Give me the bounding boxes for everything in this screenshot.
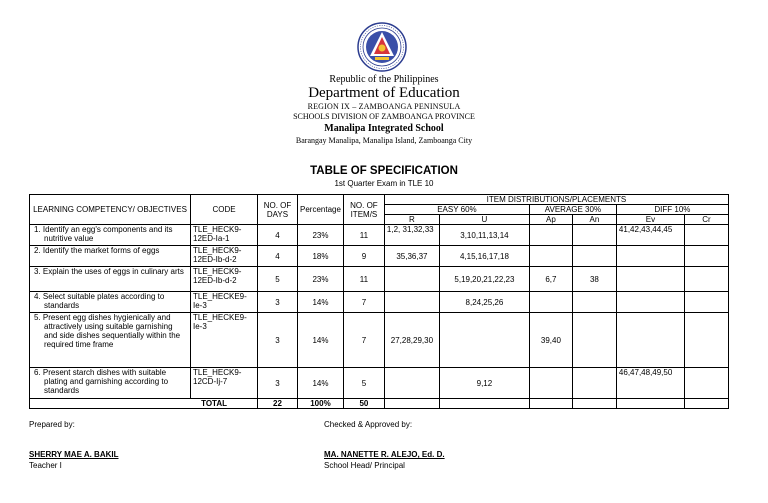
- items-cell: 9: [343, 246, 384, 267]
- total-row: [30, 399, 729, 409]
- prepared-by-label: Prepared by:: [29, 420, 75, 429]
- cr-cell: [684, 292, 728, 313]
- items-cell: 11: [343, 225, 384, 246]
- days-cell: 3: [258, 313, 298, 368]
- ap-cell: [529, 368, 572, 399]
- header-ap: Ap: [529, 215, 572, 225]
- approver-title: School Head/ Principal: [324, 461, 405, 470]
- total-label: TOTAL: [30, 399, 258, 409]
- cr-cell: [684, 368, 728, 399]
- code-cell: TLE_HECK9-12ED-Ia-1: [191, 225, 258, 246]
- an-cell: [572, 246, 616, 267]
- ev-cell: [616, 267, 684, 292]
- cr-cell: [684, 246, 728, 267]
- cr-cell: [684, 267, 728, 292]
- percentage-cell: 14%: [298, 313, 344, 368]
- header-percentage: Percentage: [298, 195, 344, 225]
- ev-cell: [616, 246, 684, 267]
- percentage-cell: 14%: [298, 368, 344, 399]
- days-cell: 3: [258, 368, 298, 399]
- header-average: AVERAGE 30%: [529, 205, 616, 215]
- header-distribution: ITEM DISTRIBUTIONS/PLACEMENTS: [384, 195, 728, 205]
- total-days: 22: [258, 399, 298, 409]
- ev-cell: [616, 292, 684, 313]
- items-cell: 7: [343, 313, 384, 368]
- r-cell: 1,2, 31,32,33: [384, 225, 439, 246]
- days-cell: 4: [258, 246, 298, 267]
- approver-name: MA. NANETTE R. ALEJO, Ed. D.: [324, 450, 445, 459]
- cr-cell: [684, 225, 728, 246]
- percentage-cell: 18%: [298, 246, 344, 267]
- items-cell: 5: [343, 368, 384, 399]
- u-cell: 8,24,25,26: [439, 292, 529, 313]
- total-r: [384, 399, 439, 409]
- header-ev: Ev: [616, 215, 684, 225]
- total-percentage: 100%: [298, 399, 344, 409]
- specification-table: [29, 194, 729, 409]
- items-cell: 7: [343, 292, 384, 313]
- an-cell: 38: [572, 267, 616, 292]
- code-cell: TLE_HECKE9-Ie-3: [191, 292, 258, 313]
- u-cell: [439, 313, 529, 368]
- ev-cell: 46,47,48,49,50: [616, 368, 684, 399]
- checked-by-label: Checked & Approved by:: [324, 420, 413, 429]
- table-row: [30, 368, 729, 399]
- an-cell: [572, 313, 616, 368]
- total-an: [572, 399, 616, 409]
- an-cell: [572, 225, 616, 246]
- header-department: Department of Education: [308, 85, 460, 101]
- total-u: [439, 399, 529, 409]
- ev-cell: 41,42,43,44,45: [616, 225, 684, 246]
- table-row: [30, 267, 729, 292]
- r-cell: 35,36,37: [384, 246, 439, 267]
- an-cell: [572, 368, 616, 399]
- code-cell: TLE_HECK9-12ED-Ib-d-2: [191, 267, 258, 292]
- r-cell: [384, 368, 439, 399]
- header-days: NO. OF DAYS: [258, 195, 298, 225]
- percentage-cell: 14%: [298, 292, 344, 313]
- header-school: Manalipa Integrated School: [324, 123, 444, 134]
- header-region: REGION IX – ZAMBOANGA PENINSULA: [307, 102, 461, 111]
- ap-cell: 6,7: [529, 267, 572, 292]
- header-competency: LEARNING COMPETENCY/ OBJECTIVES: [30, 195, 191, 225]
- r-cell: [384, 267, 439, 292]
- total-ev: [616, 399, 684, 409]
- table-row: [30, 225, 729, 246]
- code-cell: TLE_HECK9-12CD-Ij-7: [191, 368, 258, 399]
- ap-cell: [529, 246, 572, 267]
- code-cell: TLE_HECKE9-Ie-3: [191, 313, 258, 368]
- ev-cell: [616, 313, 684, 368]
- an-cell: [572, 292, 616, 313]
- days-cell: 3: [258, 292, 298, 313]
- objective-cell: 4. Select suitable plates according to standards: [30, 292, 191, 313]
- header-items: NO. OF ITEM/S: [343, 195, 384, 225]
- code-cell: TLE_HECK9-12ED-Ib-d-2: [191, 246, 258, 267]
- r-cell: [384, 292, 439, 313]
- objective-cell: 2. Identify the market forms of eggs: [30, 246, 191, 267]
- objective-cell: 6. Present starch dishes with suitable plating and garnishing according to standards: [30, 368, 191, 399]
- u-cell: 9,12: [439, 368, 529, 399]
- objective-cell: 3. Explain the uses of eggs in culinary arts: [30, 267, 191, 292]
- header-division: SCHOOLS DIVISION OF ZAMBOANGA PROVINCE: [293, 112, 475, 121]
- u-cell: 3,10,11,13,14: [439, 225, 529, 246]
- header-easy: EASY 60%: [384, 205, 529, 215]
- deped-seal-logo: [357, 22, 407, 72]
- ap-cell: [529, 225, 572, 246]
- days-cell: 5: [258, 267, 298, 292]
- document-title: TABLE OF SPECIFICATION: [310, 165, 458, 177]
- header-republic: Republic of the Philippines: [329, 74, 439, 85]
- percentage-cell: 23%: [298, 225, 344, 246]
- header-an: An: [572, 215, 616, 225]
- header-r: R: [384, 215, 439, 225]
- total-items: 50: [343, 399, 384, 409]
- u-cell: 5,19,20,21,22,23: [439, 267, 529, 292]
- total-ap: [529, 399, 572, 409]
- preparer-title: Teacher I: [29, 461, 62, 470]
- document-subtitle: 1st Quarter Exam in TLE 10: [334, 179, 434, 188]
- percentage-cell: 23%: [298, 267, 344, 292]
- ap-cell: [529, 292, 572, 313]
- items-cell: 11: [343, 267, 384, 292]
- table-row: [30, 246, 729, 267]
- r-cell: 27,28,29,30: [384, 313, 439, 368]
- total-cr: [684, 399, 728, 409]
- table-row: [30, 313, 729, 368]
- ap-cell: 39,40: [529, 313, 572, 368]
- cr-cell: [684, 313, 728, 368]
- header-cr: Cr: [684, 215, 728, 225]
- header-code: CODE: [191, 195, 258, 225]
- days-cell: 4: [258, 225, 298, 246]
- objective-cell: 1. Identify an egg's components and its nutritive value: [30, 225, 191, 246]
- header-diff: DIFF 10%: [616, 205, 728, 215]
- table-row: [30, 292, 729, 313]
- header-u: U: [439, 215, 529, 225]
- preparer-name: SHERRY MAE A. BAKIL: [29, 450, 119, 459]
- u-cell: 4,15,16,17,18: [439, 246, 529, 267]
- header-address: Barangay Manalipa, Manalipa Island, Zamboanga City: [295, 136, 473, 145]
- objective-cell: 5. Present egg dishes hygienically and attractively using suitable garnishing and side dishes sequentially within the required time frame: [30, 313, 191, 368]
